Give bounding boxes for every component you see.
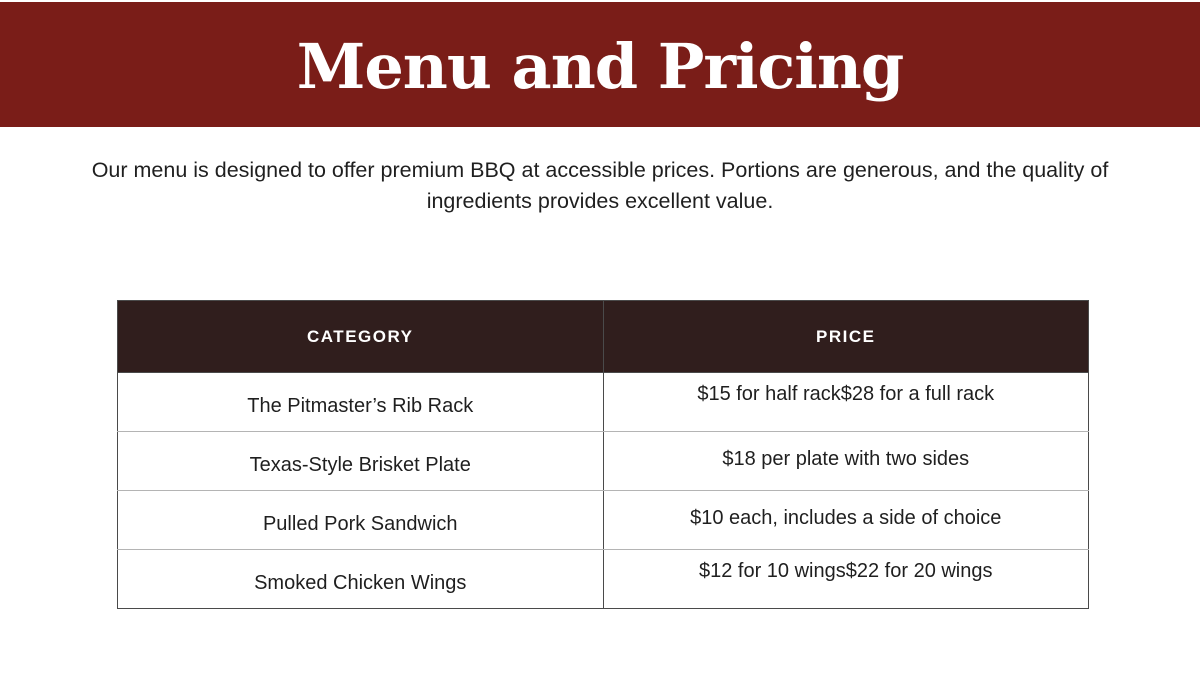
column-header-category: CATEGORY bbox=[118, 301, 604, 373]
column-header-price: PRICE bbox=[603, 301, 1089, 373]
table-row bbox=[118, 491, 1089, 550]
category-cell: Pulled Pork Sandwich bbox=[118, 491, 604, 550]
category-cell: The Pitmaster’s Rib Rack bbox=[118, 373, 604, 432]
pricing-table bbox=[117, 300, 1089, 609]
page-title: Menu and Pricing bbox=[296, 29, 904, 103]
price-cell: $12 for 10 wings$22 for 20 wings bbox=[603, 550, 1089, 609]
pricing-table-container bbox=[117, 300, 1089, 609]
table-header-row bbox=[118, 301, 1089, 373]
title-banner bbox=[0, 2, 1200, 127]
table-row bbox=[118, 373, 1089, 432]
intro-paragraph: Our menu is designed to offer premium BBQ at accessible prices. Portions are generous, and the quality of ingredients provides excellent value. bbox=[91, 158, 1109, 213]
category-cell: Texas-Style Brisket Plate bbox=[118, 432, 604, 491]
price-cell: $18 per plate with two sides bbox=[603, 432, 1089, 491]
category-cell: Smoked Chicken Wings bbox=[118, 550, 604, 609]
price-cell: $15 for half rack$28 for a full rack bbox=[603, 373, 1089, 432]
price-cell: $10 each, includes a side of choice bbox=[603, 491, 1089, 550]
table-row bbox=[118, 432, 1089, 491]
table-row bbox=[118, 550, 1089, 609]
